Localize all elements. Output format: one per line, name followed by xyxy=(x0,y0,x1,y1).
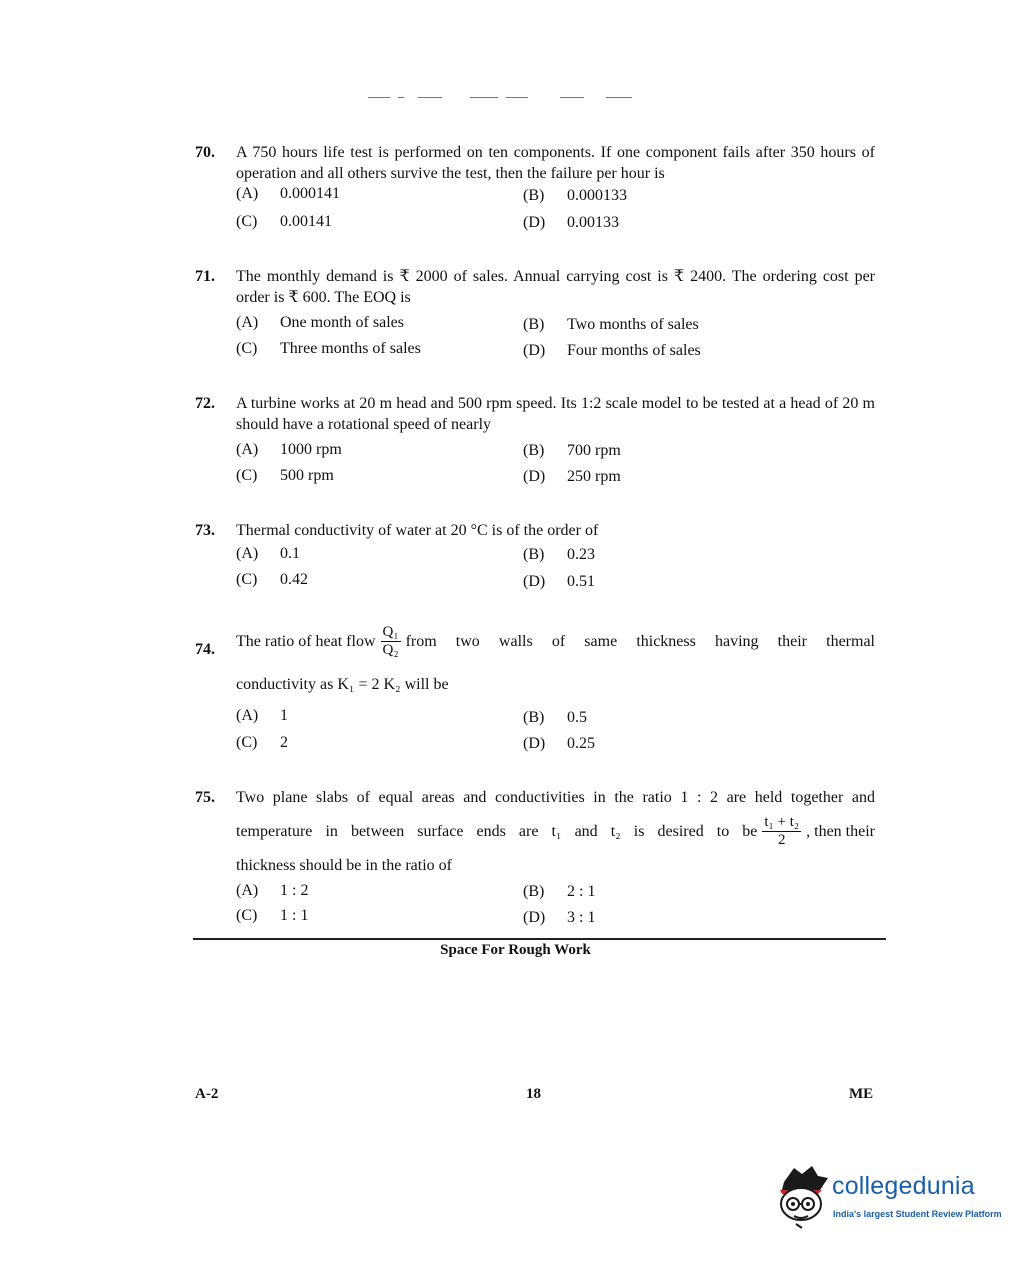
option-a[interactable] xyxy=(236,441,342,459)
page-number: 18 xyxy=(526,1086,541,1102)
text-after: , then their xyxy=(806,823,875,840)
option-c[interactable] xyxy=(236,340,421,358)
text-before: The ratio of heat flow xyxy=(236,633,376,650)
question-number: 74. xyxy=(195,641,215,658)
option-label: (A) xyxy=(236,441,259,458)
option-a[interactable] xyxy=(236,185,340,203)
question-text: The monthly demand is ₹ 2000 of sales. Annual carrying cost is ₹ 2400. The ordering cost per order is ₹ 600. The EOQ is xyxy=(236,268,875,306)
question-text-line2 xyxy=(236,814,875,849)
option-value: 2 : 1 xyxy=(567,883,596,900)
option-label: (B) xyxy=(523,883,545,900)
option-label: (D) xyxy=(523,735,546,752)
question-number: 71. xyxy=(195,268,215,285)
question-text xyxy=(236,624,875,659)
option-label: (B) xyxy=(523,316,545,333)
option-c[interactable] xyxy=(236,907,308,925)
option-a[interactable] xyxy=(236,882,308,900)
option-value: 0.000133 xyxy=(567,187,627,204)
header-dashes xyxy=(320,97,640,99)
option-label: (A) xyxy=(236,314,259,331)
question-text: Thermal conductivity of water at 20 °C is of the order of xyxy=(236,522,599,539)
option-value: 2 xyxy=(280,734,288,751)
option-d[interactable] xyxy=(523,468,621,486)
fraction-t1-t2 xyxy=(762,814,801,849)
fraction-denominator: 2 xyxy=(777,832,786,848)
option-value: 0.000141 xyxy=(280,185,340,202)
option-label: (D) xyxy=(523,909,546,926)
option-label: (D) xyxy=(523,342,546,359)
option-value: 1 xyxy=(280,707,288,724)
footer-subject: ME xyxy=(849,1086,874,1102)
logo-tagline: India's largest Student Review Platform xyxy=(833,1209,1002,1219)
option-a[interactable] xyxy=(236,707,288,725)
option-value: 1 : 2 xyxy=(280,882,309,899)
option-value: 500 rpm xyxy=(280,467,334,484)
option-d[interactable] xyxy=(523,735,595,753)
question-70 xyxy=(195,142,875,184)
option-label: (A) xyxy=(236,185,259,202)
fraction-denominator: Q₂ xyxy=(382,642,399,658)
option-label: (B) xyxy=(523,442,545,459)
option-d[interactable] xyxy=(523,573,595,591)
option-b[interactable] xyxy=(523,709,587,727)
fraction-numerator: t₁ + t₂ xyxy=(764,814,800,830)
option-c[interactable] xyxy=(236,734,288,752)
option-label: (D) xyxy=(523,468,546,485)
text-before: temperature in between surface ends are t₁ and t₂ is desired to be xyxy=(236,823,758,840)
option-b[interactable] xyxy=(523,316,699,334)
fraction-q1-q2 xyxy=(381,624,401,659)
option-label: (C) xyxy=(236,734,258,751)
option-value: 0.25 xyxy=(567,735,595,752)
option-label: (B) xyxy=(523,187,545,204)
option-value: Four months of sales xyxy=(567,342,701,359)
question-text-line3: thickness should be in the ratio of xyxy=(236,857,452,874)
logo-brand: collegedunia xyxy=(832,1172,975,1200)
question-73 xyxy=(195,520,875,541)
option-value: 1000 rpm xyxy=(280,441,342,458)
option-label: (C) xyxy=(236,213,258,230)
option-value: 0.23 xyxy=(567,546,595,563)
option-b[interactable] xyxy=(523,442,621,460)
option-value: 0.00133 xyxy=(567,214,619,231)
option-value: 3 : 1 xyxy=(567,909,596,926)
collegedunia-logo[interactable] xyxy=(772,1160,1004,1230)
option-value: 250 rpm xyxy=(567,468,621,485)
option-value: 700 rpm xyxy=(567,442,621,459)
option-label: (A) xyxy=(236,707,259,724)
option-d[interactable] xyxy=(523,342,701,360)
option-value: Three months of sales xyxy=(280,340,421,357)
option-c[interactable] xyxy=(236,213,332,231)
option-label: (D) xyxy=(523,214,546,231)
footer-code: A-2 xyxy=(195,1086,219,1102)
option-label: (A) xyxy=(236,882,259,899)
option-d[interactable] xyxy=(523,214,619,232)
option-label: (D) xyxy=(523,573,546,590)
option-label: (B) xyxy=(523,709,545,726)
option-value: 0.1 xyxy=(280,545,300,562)
question-number: 73. xyxy=(195,522,215,539)
option-value: 0.51 xyxy=(567,573,595,590)
option-c[interactable] xyxy=(236,571,308,589)
fraction-numerator: Q₁ xyxy=(382,624,399,640)
option-label: (C) xyxy=(236,571,258,588)
rough-work-heading: Space For Rough Work xyxy=(440,942,591,958)
question-number: 70. xyxy=(195,144,215,161)
question-text: A 750 hours life test is performed on ten components. If one component fails after 350 hours of operation and all others survive the test, then the failure per hour is xyxy=(236,144,875,182)
option-c[interactable] xyxy=(236,467,334,485)
option-a[interactable] xyxy=(236,314,404,332)
question-text: A turbine works at 20 m head and 500 rpm speed. Its 1:2 scale model to be tested at a head of 20 m should have a rotational speed of nearly xyxy=(236,395,875,433)
question-number: 72. xyxy=(195,395,215,412)
option-label: (B) xyxy=(523,546,545,563)
option-value: Two months of sales xyxy=(567,316,699,333)
option-value: One month of sales xyxy=(280,314,404,331)
option-d[interactable] xyxy=(523,909,595,927)
option-label: (C) xyxy=(236,467,258,484)
option-value: 1 : 1 xyxy=(280,907,309,924)
option-label: (A) xyxy=(236,545,259,562)
option-value: 0.00141 xyxy=(280,213,332,230)
option-label: (C) xyxy=(236,907,258,924)
question-72 xyxy=(195,393,875,435)
question-text-line2: conductivity as K₁ = 2 K₂ will be xyxy=(236,676,449,693)
question-number: 75. xyxy=(195,789,215,806)
text-after: from two walls of same thickness having their thermal xyxy=(405,633,875,650)
divider-line xyxy=(193,938,886,940)
option-value: 0.42 xyxy=(280,571,308,588)
question-text-line1: Two plane slabs of equal areas and conductivities in the ratio 1 : 2 are held together and xyxy=(236,789,875,806)
question-75 xyxy=(195,787,875,876)
question-74 xyxy=(195,624,875,695)
option-value: 0.5 xyxy=(567,709,587,726)
option-label: (C) xyxy=(236,340,258,357)
option-b[interactable] xyxy=(523,883,595,901)
mascot-icon xyxy=(772,1160,830,1230)
option-a[interactable] xyxy=(236,545,300,563)
option-b[interactable] xyxy=(523,546,595,564)
question-71 xyxy=(195,266,875,308)
option-b[interactable] xyxy=(523,187,627,205)
